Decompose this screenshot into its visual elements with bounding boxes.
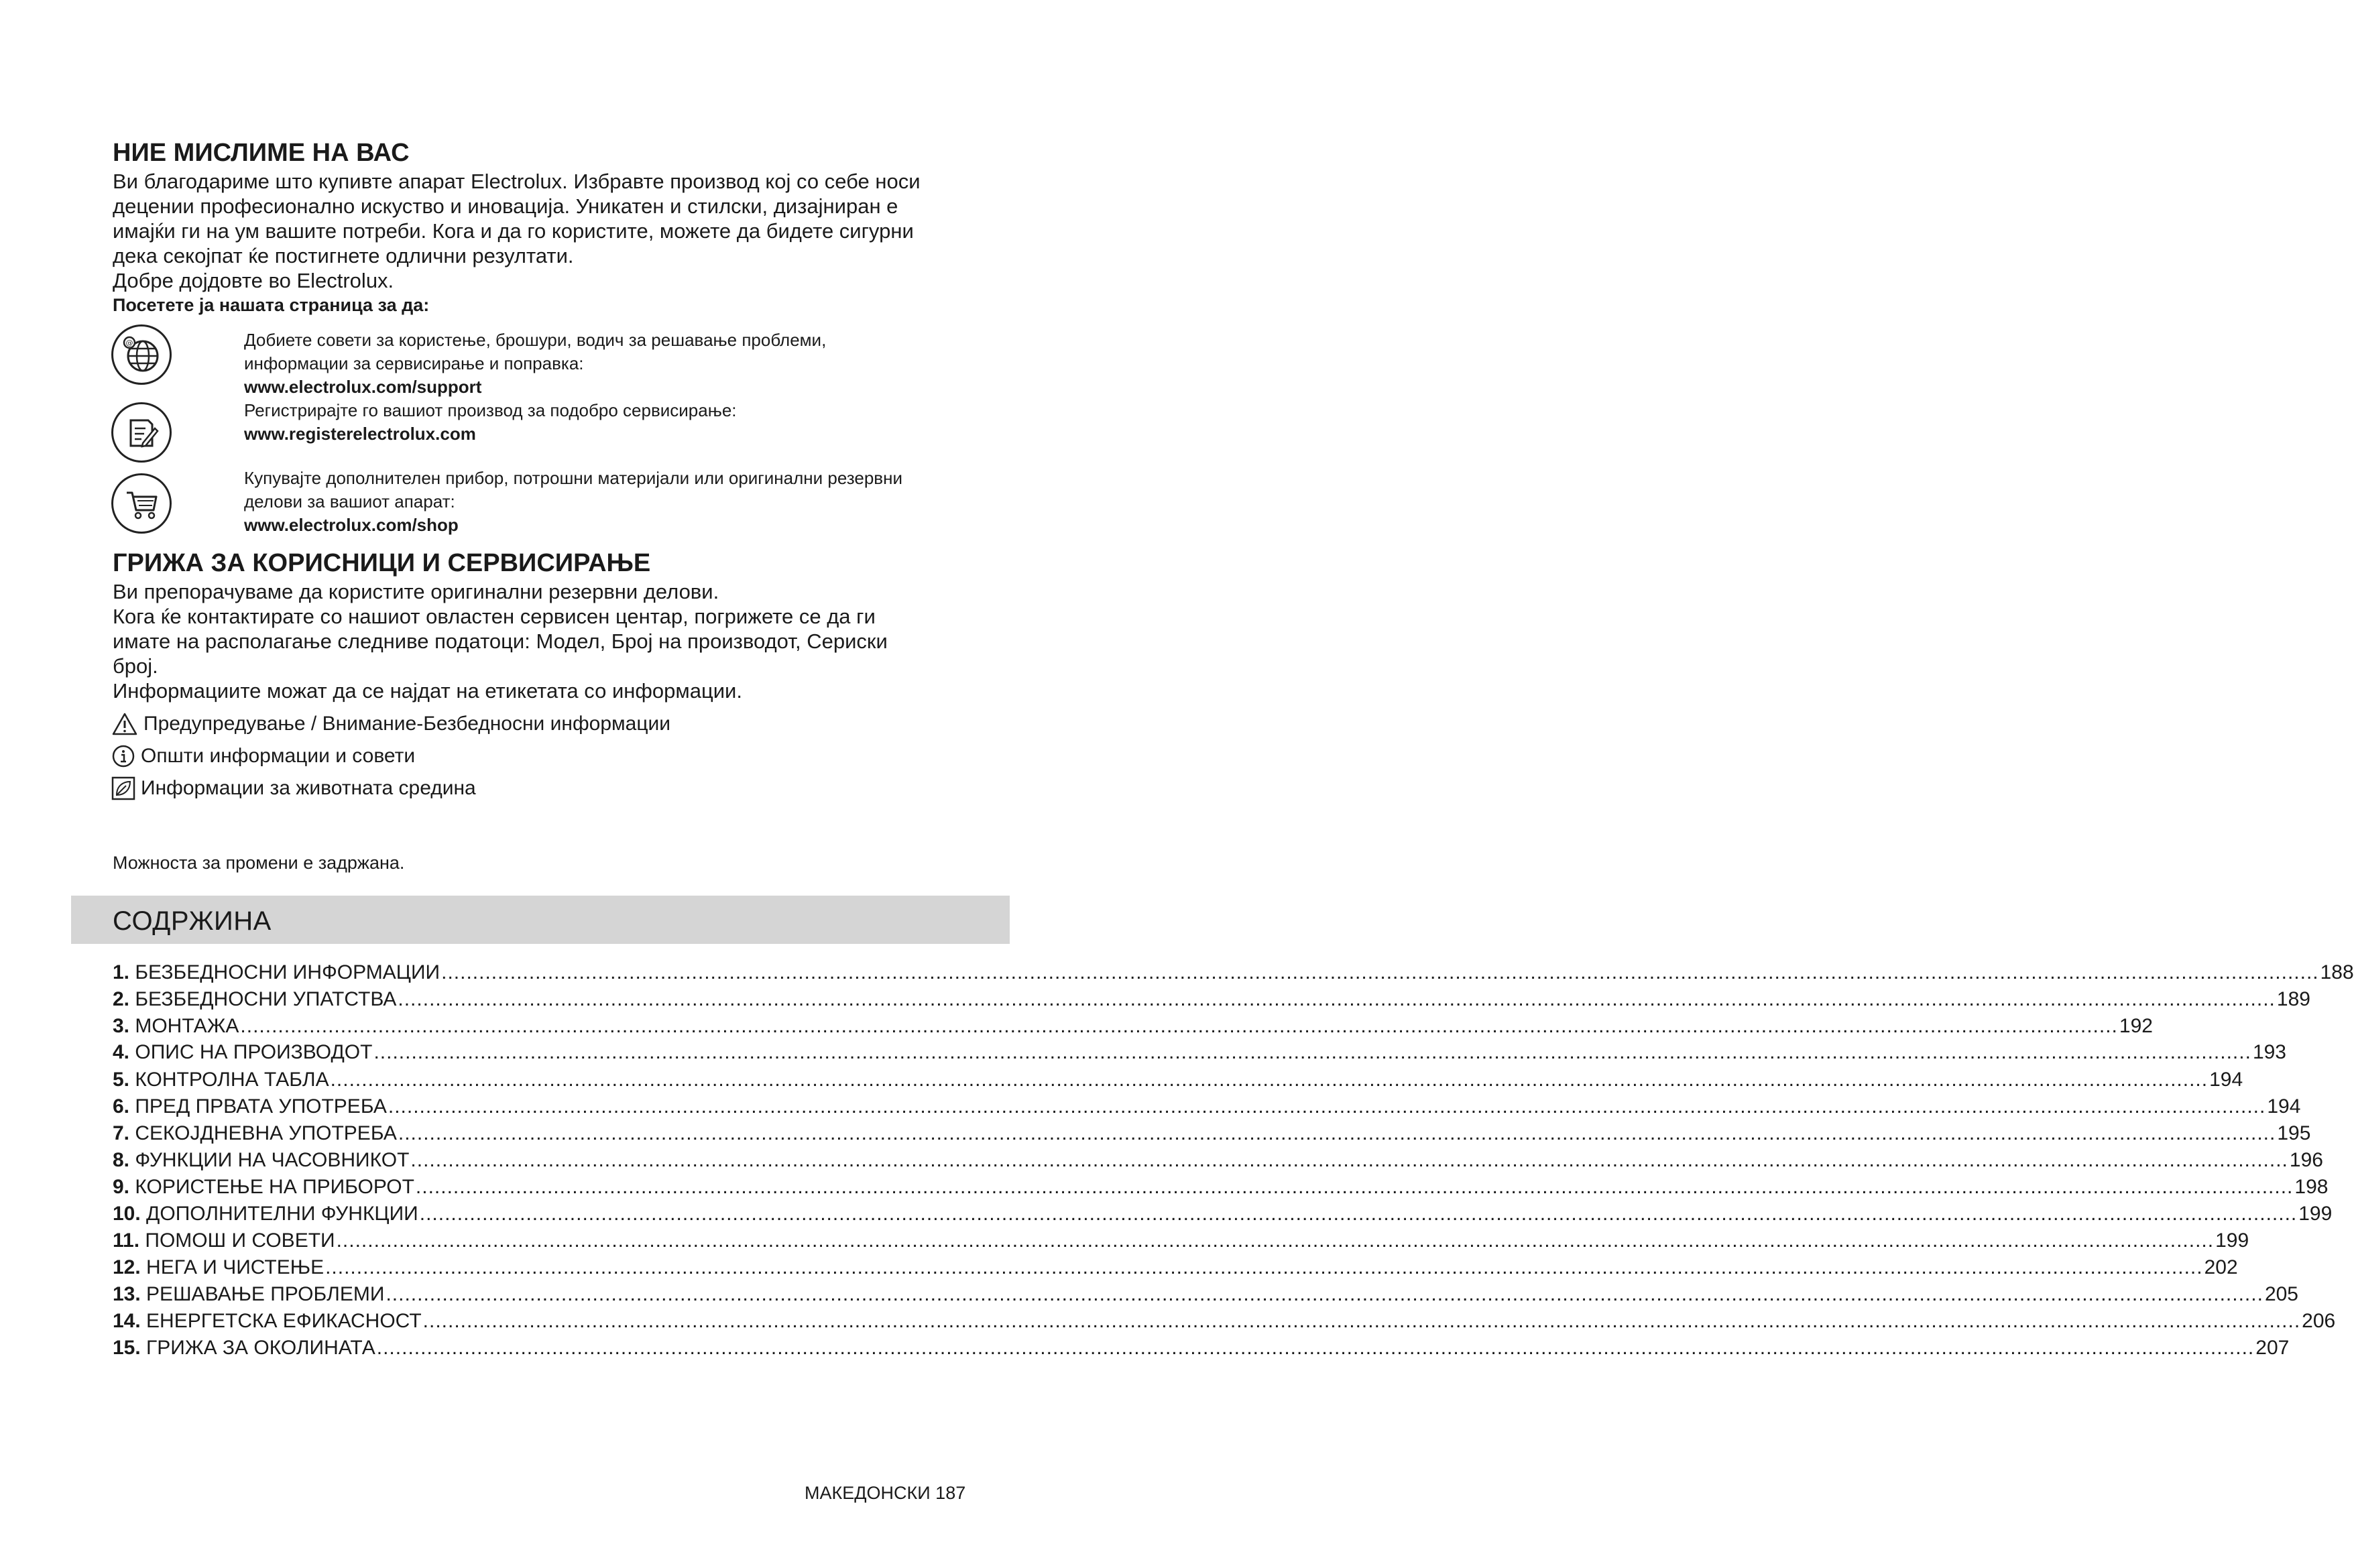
toc-item-number: 9. — [113, 1176, 135, 1198]
care-line: Ви препорачуваме да користите оригинални резервни делови. — [113, 580, 719, 603]
toc-item-page: 207 — [2255, 1337, 2290, 1359]
toc-item-leader: ............................................................................................................................................................................................................................................................................................................ — [398, 988, 2276, 1010]
intro-paragraph — [113, 169, 921, 293]
toc-item-number: 7. — [113, 1122, 135, 1144]
toc-item-page: 206 — [2302, 1310, 2336, 1332]
toc-item-title: ПРЕД ПРВАТА УПОТРЕБА — [135, 1095, 387, 1118]
resource-line: Регистрирајте го вашиот производ за подобро сервисирање: — [244, 400, 737, 420]
legend-label: Општи информации и совети — [141, 745, 416, 767]
care-line: број. — [113, 654, 158, 678]
toc-item-page: 199 — [2215, 1229, 2249, 1252]
toc-item[interactable] — [113, 1279, 2298, 1306]
toc-item-page: 193 — [2252, 1041, 2286, 1063]
toc-item-leader: ............................................................................................................................................................................................................................................................................................................ — [373, 1041, 2251, 1063]
toc-item-number: 5. — [113, 1069, 135, 1091]
toc-item[interactable] — [113, 1199, 2333, 1225]
toc-item-title: ГРИЖА ЗА ОКОЛИНАТА — [146, 1337, 375, 1359]
toc-item-leader: ............................................................................................................................................................................................................................................................................................................ — [240, 1015, 2118, 1037]
warning-icon — [111, 712, 138, 736]
toc-item-page: 196 — [2289, 1149, 2323, 1171]
toc-item-page: 194 — [2267, 1095, 2301, 1118]
legend-warning — [111, 712, 670, 736]
resource-line: информации за сервисирање и поправка: — [244, 353, 584, 373]
footer-page-number: 187 — [935, 1483, 966, 1503]
toc-item-number: 13. — [113, 1283, 147, 1305]
visit-label: Посетете ја нашата страница за да: — [113, 295, 430, 315]
leaf-icon — [111, 776, 135, 800]
intro-line: Добре дојдовте во Electrolux. — [113, 269, 394, 292]
toc-item-number: 3. — [113, 1015, 135, 1037]
footer-language: МАКЕДОНСКИ — [805, 1483, 931, 1503]
section-title-we-think-of-you: НИЕ МИСЛИМЕ НА ВАС — [113, 139, 410, 167]
toc-item-title: НЕГА И ЧИСТЕЊЕ — [146, 1256, 325, 1278]
toc-item-number: 2. — [113, 988, 135, 1010]
toc-item-leader: ............................................................................................................................................................................................................................................................................................................ — [410, 1149, 2288, 1171]
toc-item-page: 202 — [2204, 1256, 2238, 1278]
resource-line: делови за вашиот апарат: — [244, 491, 455, 511]
page-footer — [805, 1483, 965, 1504]
intro-line: имајќи ги на ум вашите потреби. Кога и да го користите, можете да бидете сигурни — [113, 219, 914, 243]
toc-title: СОДРЖИНА — [113, 906, 272, 936]
toc-item[interactable] — [113, 1118, 2311, 1145]
toc-item-page: 198 — [2294, 1176, 2329, 1198]
toc-item-leader: ............................................................................................................................................................................................................................................................................................................ — [398, 1122, 2276, 1144]
toc-item-number: 4. — [113, 1041, 135, 1063]
resource-shop — [244, 467, 902, 537]
toc-item[interactable] — [113, 1037, 2286, 1064]
toc-item-title: ОПИС НА ПРОИЗВОДОТ — [135, 1041, 373, 1063]
info-icon — [111, 744, 135, 768]
toc-item-number: 14. — [113, 1310, 147, 1332]
toc-item-title: БЕЗБЕДНОСНИ УПАТСТВА — [135, 988, 397, 1010]
toc-item-title: ДОПОЛНИТЕЛНИ ФУНКЦИИ — [146, 1203, 418, 1225]
toc-item-leader: ............................................................................................................................................................................................................................................................................................................ — [376, 1337, 2255, 1359]
toc-item[interactable] — [113, 957, 2354, 984]
register-icon — [111, 402, 172, 463]
resource-line: Купувајте дополнителен прибор, потрошни материјали или оригинални резервни — [244, 468, 902, 488]
intro-line: децении професионално искуство и иновација. Уникатен и стилски, дизајниран е — [113, 194, 898, 218]
register-link[interactable]: www.registerelectrolux.com — [244, 424, 476, 444]
toc-item-number: 11. — [113, 1229, 145, 1252]
toc-item-leader: ............................................................................................................................................................................................................................................................................................................ — [422, 1310, 2301, 1332]
toc-item-title: МОНТАЖА — [135, 1015, 239, 1037]
toc-item[interactable] — [113, 1011, 2153, 1038]
toc-item-leader: ............................................................................................................................................................................................................................................................................................................ — [419, 1203, 2298, 1225]
legend-environment — [111, 776, 476, 800]
legend-info — [111, 744, 415, 768]
toc-item-title: БЕЗБЕДНОСНИ ИНФОРМАЦИИ — [135, 961, 440, 983]
care-line: Кога ќе контактирате со нашиот овластен сервисен центар, погрижете се да ги — [113, 605, 876, 628]
toc-item[interactable] — [113, 984, 2310, 1011]
toc-item-title: СЕКОЈДНЕВНА УПОТРЕБА — [135, 1122, 397, 1144]
legend-label: Предупредување / Внимание-Безбедносни информации — [143, 713, 671, 735]
toc-item-title: РЕШАВАЊЕ ПРОБЛЕМИ — [146, 1283, 385, 1305]
care-paragraph — [113, 579, 888, 703]
toc-item[interactable] — [113, 1065, 2243, 1091]
section-title-customer-care: ГРИЖА ЗА КОРИСНИЦИ И СЕРВИСИРАЊЕ — [113, 549, 651, 577]
toc-item[interactable] — [113, 1145, 2323, 1172]
toc-item-page: 192 — [2119, 1015, 2153, 1037]
care-line: имате на располагање следниве податоци: Модел, Број на производот, Сериски — [113, 629, 888, 653]
toc-item-number: 12. — [113, 1256, 147, 1278]
globe-icon — [111, 324, 172, 385]
toc-item-title: КОРИСТЕЊЕ НА ПРИБОРОТ — [135, 1176, 414, 1198]
intro-line: дека секојпат ќе постигнете одлични резултати. — [113, 244, 574, 267]
change-notice: Можноста за промени е задржана. — [113, 853, 405, 873]
toc-item[interactable] — [113, 1252, 2238, 1279]
toc-item-number: 15. — [113, 1337, 147, 1359]
toc-item-page: 205 — [2264, 1283, 2298, 1305]
toc-item-page: 188 — [2320, 961, 2354, 983]
toc-item-leader: ............................................................................................................................................................................................................................................................................................................ — [388, 1095, 2266, 1118]
shop-link[interactable]: www.electrolux.com/shop — [244, 515, 459, 535]
legend-label: Информации за животната средина — [141, 777, 476, 799]
toc-item-leader: ............................................................................................................................................................................................................................................................................................................ — [330, 1069, 2209, 1091]
toc-item[interactable] — [113, 1091, 2301, 1118]
toc-item-leader: ............................................................................................................................................................................................................................................................................................................ — [336, 1229, 2215, 1252]
toc-item-title: ЕНЕРГЕТСКА ЕФИКАСНОСТ — [146, 1310, 422, 1332]
toc-item-page: 189 — [2276, 988, 2310, 1010]
toc-item-title: ПОМОШ И СОВЕТИ — [145, 1229, 335, 1252]
toc-item-page: 194 — [2209, 1069, 2243, 1091]
intro-line: Ви благодариме што купивте апарат Electrolux. Избравте производ кој со себе носи — [113, 170, 921, 193]
toc-item-page: 199 — [2298, 1203, 2333, 1225]
resource-line: Добиете совети за користење, брошури, водич за решавање проблеми, — [244, 330, 827, 350]
cart-icon — [111, 473, 172, 534]
resource-register — [244, 399, 737, 446]
toc-item[interactable] — [113, 1225, 2249, 1252]
toc-item-number: 8. — [113, 1149, 135, 1171]
toc-item-number: 1. — [113, 961, 135, 983]
toc-item-leader: ............................................................................................................................................................................................................................................................................................................ — [441, 961, 2319, 983]
svg-text:@: @ — [125, 339, 133, 347]
toc-item-number: 6. — [113, 1095, 135, 1118]
resource-support — [244, 328, 826, 399]
toc-item-title: ФУНКЦИИ НА ЧАСОВНИКОТ — [135, 1149, 410, 1171]
toc-item[interactable] — [113, 1306, 2336, 1333]
toc-item-title: КОНТРОЛНА ТАБЛА — [135, 1069, 329, 1091]
support-link[interactable]: www.electrolux.com/support — [244, 377, 482, 397]
toc-item-leader: ............................................................................................................................................................................................................................................................................................................ — [386, 1283, 2263, 1305]
toc-item[interactable] — [113, 1333, 2290, 1360]
care-line: Информациите можат да се најдат на етикетата со информации. — [113, 679, 742, 703]
toc-item-leader: ............................................................................................................................................................................................................................................................................................................ — [415, 1176, 2294, 1198]
toc-item-number: 10. — [113, 1203, 147, 1225]
toc-item[interactable] — [113, 1172, 2329, 1199]
toc-item-leader: ............................................................................................................................................................................................................................................................................................................ — [325, 1256, 2203, 1278]
toc-item-page: 195 — [2277, 1122, 2311, 1144]
